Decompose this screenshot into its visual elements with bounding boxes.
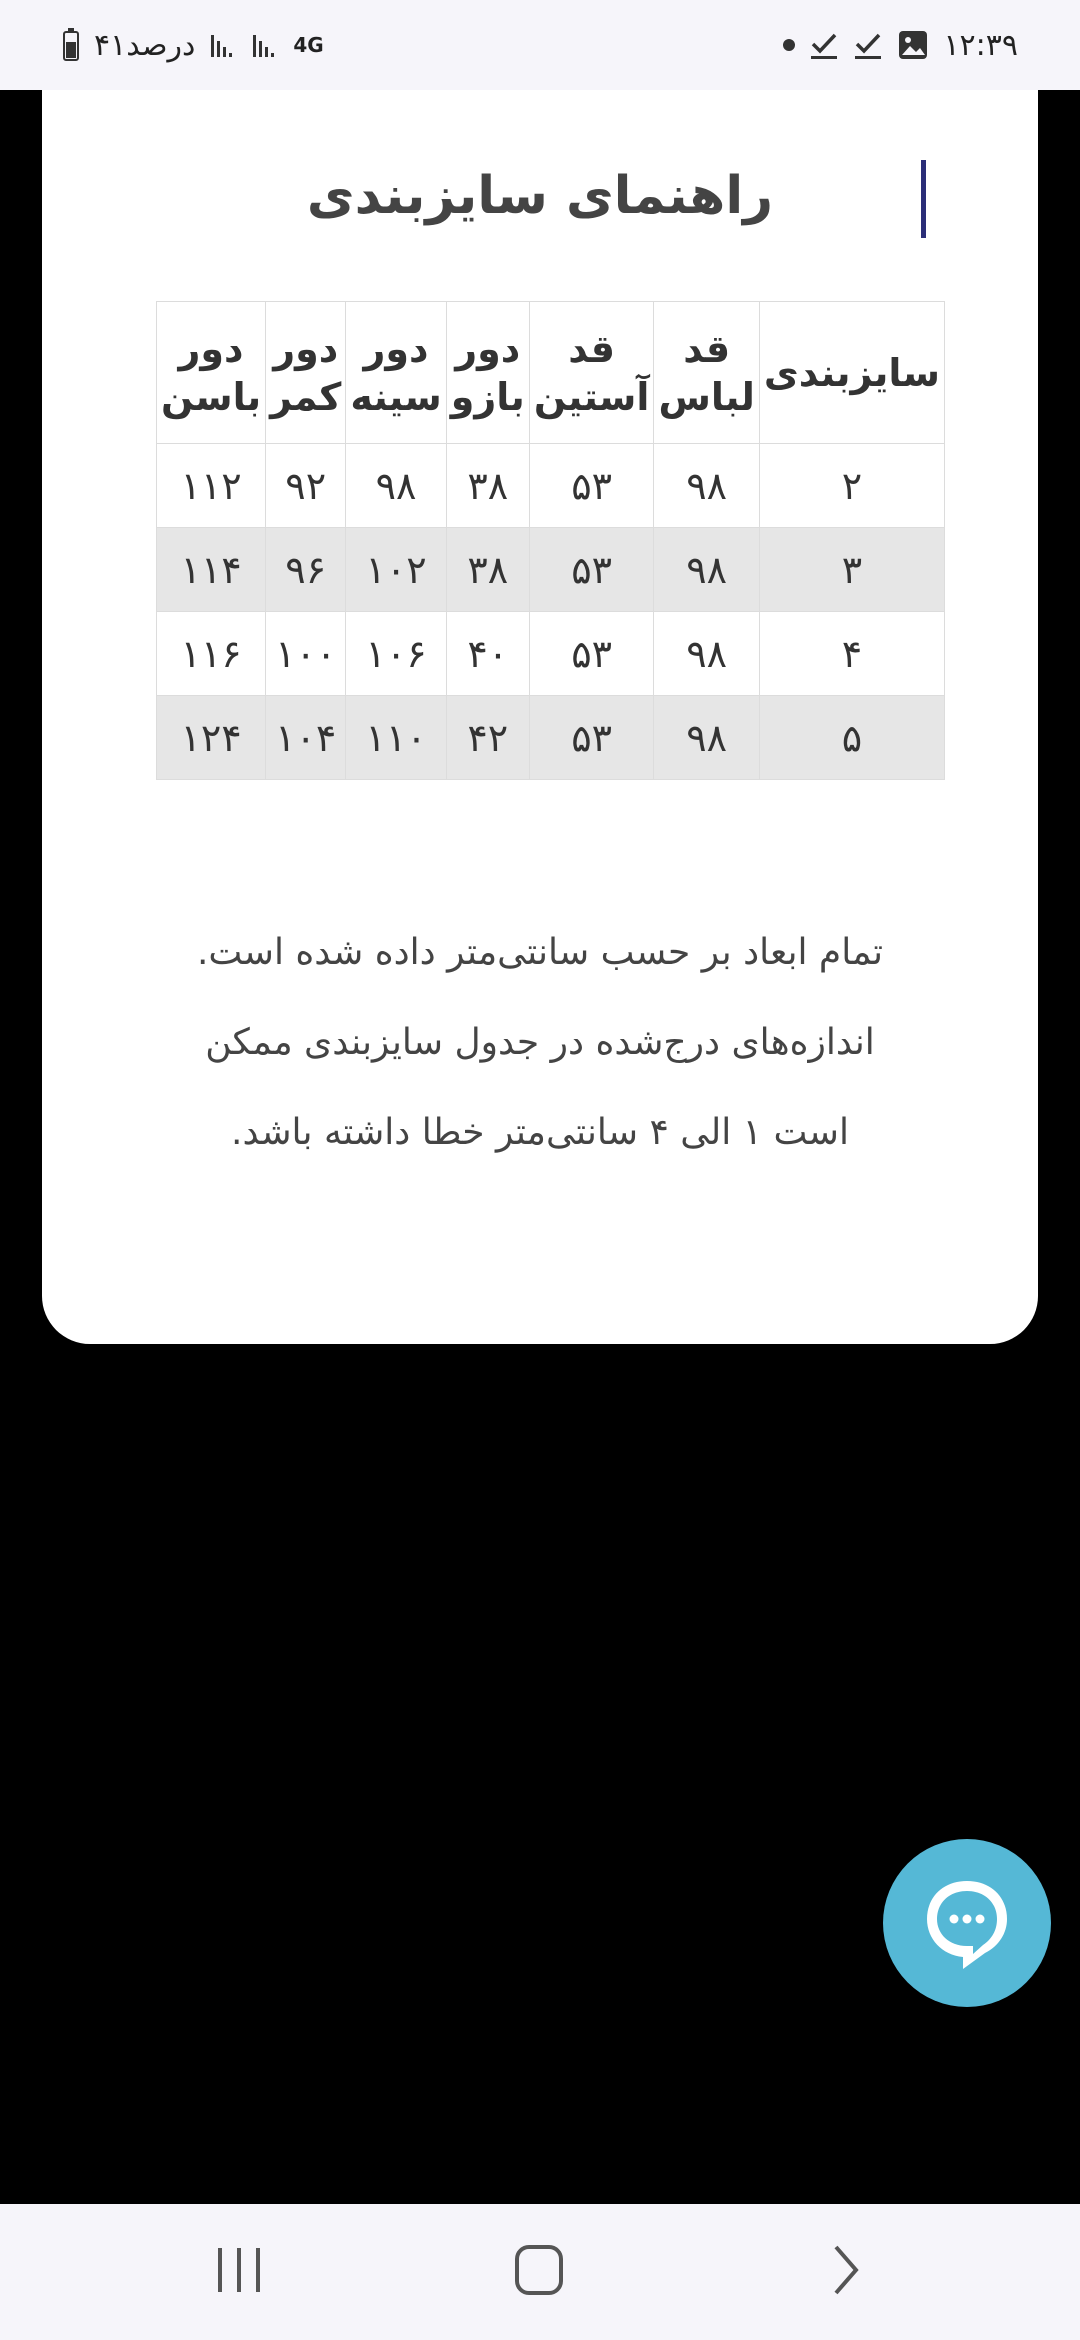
status-left xyxy=(62,28,324,63)
table-header-row xyxy=(157,302,945,444)
cell-chest: ۹۸ xyxy=(346,444,446,528)
cell-dress-length: ۹۸ xyxy=(654,444,759,528)
navigation-bar xyxy=(0,2204,1080,2340)
status-right xyxy=(783,28,1018,63)
size-guide-card xyxy=(42,90,1038,1344)
cell-size: ۳ xyxy=(759,528,944,612)
cell-arm: ۴۲ xyxy=(446,696,529,780)
cell-hip: ۱۱۲ xyxy=(157,444,266,528)
col-header-chest: دور سینه xyxy=(346,302,446,444)
cell-size: ۴ xyxy=(759,612,944,696)
network-4g-label: 4G xyxy=(293,33,324,57)
recent-apps-icon[interactable] xyxy=(214,2242,264,2302)
note-line: اندازه‌های درج‌شده در جدول سایزبندی ممکن xyxy=(205,1022,875,1063)
back-icon[interactable] xyxy=(826,2242,866,2302)
note-line: است ۱ الی ۴ سانتی‌متر خطا داشته باشد. xyxy=(231,1112,849,1153)
cell-arm: ۳۸ xyxy=(446,528,529,612)
col-header-sleeve-length: قد آستین xyxy=(529,302,654,444)
note-line: تمام ابعاد بر حسب سانتی‌متر داده شده است. xyxy=(196,932,884,973)
table-row xyxy=(157,696,945,780)
status-bar xyxy=(0,0,1080,90)
cell-waist: ۱۰۰ xyxy=(266,612,346,696)
check-icon xyxy=(809,30,839,60)
cell-waist: ۹۶ xyxy=(266,528,346,612)
clock-time: ۱۲:۳۹ xyxy=(943,27,1018,63)
cell-sleeve-length: ۵۳ xyxy=(529,444,654,528)
title-wrap xyxy=(42,160,1038,240)
cell-dress-length: ۹۸ xyxy=(654,696,759,780)
cell-dress-length: ۹۸ xyxy=(654,612,759,696)
page-title: راهنمای سایزبندی xyxy=(306,166,774,226)
cell-waist: ۱۰۴ xyxy=(266,696,346,780)
cell-hip: ۱۲۴ xyxy=(157,696,266,780)
col-header-waist: دور کمر xyxy=(266,302,346,444)
cell-chest: ۱۱۰ xyxy=(346,696,446,780)
gallery-icon xyxy=(897,29,929,61)
size-table xyxy=(156,301,945,780)
chat-bubble-icon xyxy=(915,1869,1019,1977)
battery-percent: ۴۱درصد xyxy=(94,27,196,63)
cell-arm: ۳۸ xyxy=(446,444,529,528)
cell-chest: ۱۰۲ xyxy=(346,528,446,612)
cell-size: ۵ xyxy=(759,696,944,780)
cell-arm: ۴۰ xyxy=(446,612,529,696)
cell-hip: ۱۱۴ xyxy=(157,528,266,612)
cell-waist: ۹۲ xyxy=(266,444,346,528)
cell-size: ۲ xyxy=(759,444,944,528)
table-row xyxy=(157,528,945,612)
cell-chest: ۱۰۶ xyxy=(346,612,446,696)
col-header-arm: دور بازو xyxy=(446,302,529,444)
cell-sleeve-length: ۵۳ xyxy=(529,528,654,612)
signal-icon-2 xyxy=(251,31,279,59)
table-row xyxy=(157,444,945,528)
col-header-size: سایزبندی xyxy=(759,302,944,444)
notification-dot-icon xyxy=(783,39,795,51)
check-icon-2 xyxy=(853,30,883,60)
cell-sleeve-length: ۵۳ xyxy=(529,696,654,780)
cell-sleeve-length: ۵۳ xyxy=(529,612,654,696)
battery-icon xyxy=(62,28,80,62)
col-header-hip: دور باسن xyxy=(157,302,266,444)
table-row xyxy=(157,612,945,696)
chat-button[interactable] xyxy=(883,1839,1051,2007)
signal-icon xyxy=(209,31,237,59)
col-header-dress-length: قد لباس xyxy=(654,302,759,444)
home-icon[interactable] xyxy=(512,2242,568,2302)
measurement-note xyxy=(102,908,978,1178)
cell-dress-length: ۹۸ xyxy=(654,528,759,612)
cell-hip: ۱۱۶ xyxy=(157,612,266,696)
